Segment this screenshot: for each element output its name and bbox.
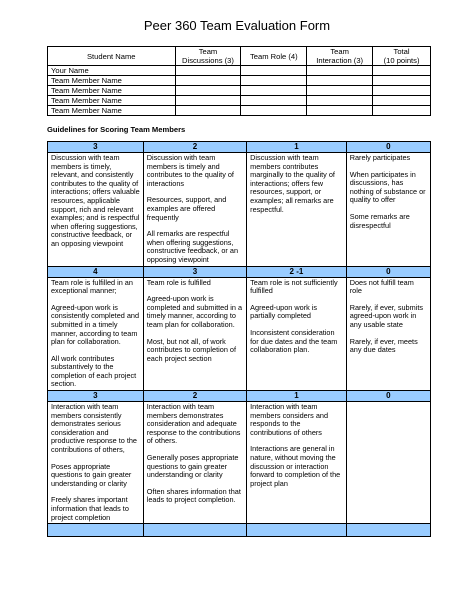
discussions-score-cell[interactable]: [175, 76, 241, 86]
criteria-text: Interactions are general in nature, without moving the discussion or interaction forward to completion of the project plan: [250, 444, 341, 488]
student-name-cell: Your Name: [48, 66, 176, 76]
criteria-cell: [346, 277, 430, 391]
criteria-text: Freely shares important information that leads to project completion: [51, 495, 129, 522]
table-row: [48, 86, 431, 96]
criteria-cell: [48, 277, 144, 391]
page-title: Peer 360 Team Evaluation Form: [143, 18, 331, 33]
student-name-cell: Team Member Name: [48, 76, 176, 86]
criteria-text: Discussion with team members contributes marginally to the quality of interactions; offers few resources, support, or examples; all remarks are respectful.: [250, 153, 335, 214]
header-team-interaction: Team Interaction (3): [307, 47, 373, 66]
criteria-text: Discussion with team members is timely and contributes to the quality of interactions: [146, 153, 234, 188]
interaction-score-cell[interactable]: [307, 76, 373, 86]
criteria-text: Agreed-upon work is consistently completed and submitted in a timely manner, according to team plan for collaboration.: [51, 302, 140, 347]
score-header: 2: [143, 142, 246, 153]
criteria-text: All work contributes substantively to the completion of each project section.: [51, 353, 137, 389]
score-header: 4: [48, 266, 144, 277]
score-header: 0: [346, 266, 430, 277]
criteria-text: Resources, support, and examples are offered frequently: [146, 195, 227, 222]
role-score-cell[interactable]: [241, 106, 307, 116]
score-header: 2: [143, 391, 246, 402]
interaction-score-cell[interactable]: [307, 86, 373, 96]
score-header: 3: [143, 266, 246, 277]
criteria-text: Often shares information that leads to project completion.: [146, 486, 241, 505]
criteria-text: Some remarks are disrespectful: [349, 211, 410, 230]
role-score-cell[interactable]: [241, 86, 307, 96]
criteria-text: Rarely, if ever, submits agreed-upon work in any usable state: [349, 302, 423, 329]
discussions-score-cell[interactable]: [175, 96, 241, 106]
criteria-text: Agreed-upon work is completed and submitted in a timely manner, according to team plan for collaboration.: [146, 294, 243, 329]
criteria-cell: [48, 153, 144, 267]
criteria-text: Rarely participates: [349, 153, 411, 162]
student-name-cell: Team Member Name: [48, 96, 176, 106]
total-cell[interactable]: [373, 96, 431, 106]
score-header: 1: [247, 391, 347, 402]
table-header-row: [48, 47, 431, 66]
role-score-row: [48, 266, 431, 277]
table-row: [48, 106, 431, 116]
role-score-cell[interactable]: [241, 96, 307, 106]
table-row: [48, 96, 431, 106]
criteria-text: Rarely, if ever, meets any due dates: [349, 336, 418, 355]
total-cell[interactable]: [373, 86, 431, 96]
guidelines-heading: Guidelines for Scoring Team Members: [47, 125, 186, 134]
role-criteria-row: [48, 277, 431, 391]
discussions-score-cell[interactable]: [175, 86, 241, 96]
criteria-text: Discussion with team members is timely, relevant, and consistently contributes to the quality of interactions; offers valuable resources, applicable support, rich and relevant examples; and is respectful when offering suggestions, constructive feedback, or an opposing viewpoint: [51, 153, 140, 248]
discussions-score-row: [48, 142, 431, 153]
discussions-score-cell[interactable]: [175, 106, 241, 116]
total-cell[interactable]: [373, 66, 431, 76]
score-header: 2 -1: [247, 266, 347, 277]
table-row: [48, 66, 431, 76]
student-name-cell: Team Member Name: [48, 106, 176, 116]
footer-bar-row: [48, 524, 431, 537]
score-header: 3: [48, 391, 144, 402]
header-total: Total (10 points): [373, 47, 431, 66]
scoring-rubric-table: [47, 141, 431, 537]
interaction-score-cell[interactable]: [307, 66, 373, 76]
score-header: 3: [48, 142, 144, 153]
criteria-cell: [143, 402, 246, 524]
header-student-name: Student Name: [48, 47, 176, 66]
criteria-text: Most, but not all, of work contributes to completion of each project section: [146, 336, 236, 363]
criteria-text: Interaction with team members considers and responds to the contributions of others: [250, 402, 329, 437]
criteria-cell: [143, 153, 246, 267]
criteria-text: Team role is fulfilled: [146, 277, 211, 287]
student-name-cell: Team Member Name: [48, 86, 176, 96]
criteria-text: All remarks are respectful when offering suggestions, constructive feedback, or an opposing viewpoint: [146, 229, 239, 264]
criteria-text: Does not fulfill team role: [349, 277, 414, 296]
interaction-score-cell[interactable]: [307, 106, 373, 116]
criteria-text: Interaction with team members demonstrates consideration and adequate response to the contributions of others.: [146, 402, 241, 446]
criteria-text: Agreed-upon work is partially completed: [250, 302, 318, 321]
criteria-text: Team role is not sufficiently fulfilled: [250, 277, 338, 296]
criteria-cell: [48, 402, 144, 524]
discussions-score-cell[interactable]: [175, 66, 241, 76]
criteria-text: Generally poses appropriate questions to gain greater understanding or clarity: [146, 453, 239, 480]
criteria-text: Poses appropriate questions to gain greater understanding or clarity: [51, 461, 132, 488]
role-score-cell[interactable]: [241, 76, 307, 86]
team-members-table: [47, 46, 431, 116]
interaction-score-row: [48, 391, 431, 402]
criteria-cell: [247, 153, 347, 267]
score-header: 1: [247, 142, 347, 153]
discussions-criteria-row: [48, 153, 431, 267]
footer-bar-cell: [247, 524, 347, 537]
criteria-cell: [247, 277, 347, 391]
criteria-cell: [346, 153, 430, 267]
table-row: [48, 76, 431, 86]
criteria-text: Team role is fulfilled in an exceptional manner;: [51, 277, 133, 296]
criteria-text: Interaction with team members consistently demonstrates serious consideration and productive response to the contributions of others,: [51, 402, 137, 455]
total-cell[interactable]: [373, 106, 431, 116]
footer-bar-cell: [143, 524, 246, 537]
criteria-cell: [247, 402, 347, 524]
role-score-cell[interactable]: [241, 66, 307, 76]
criteria-text: Inconsistent consideration for due dates and the team collaboration plan.: [250, 327, 338, 355]
interaction-score-cell[interactable]: [307, 96, 373, 106]
header-team-discussions: Team Discussions (3): [175, 47, 241, 66]
criteria-text: When participates in discussions, has nothing of substance or quality to offer: [349, 169, 426, 205]
header-team-role: Team Role (4): [241, 47, 307, 66]
interaction-criteria-row: [48, 402, 431, 524]
total-cell[interactable]: [373, 76, 431, 86]
footer-bar-cell: [48, 524, 144, 537]
footer-bar-cell: [346, 524, 430, 537]
criteria-cell: [143, 277, 246, 391]
score-header: 0: [346, 391, 430, 402]
score-header: 0: [346, 142, 430, 153]
criteria-cell-empty: [346, 402, 430, 524]
